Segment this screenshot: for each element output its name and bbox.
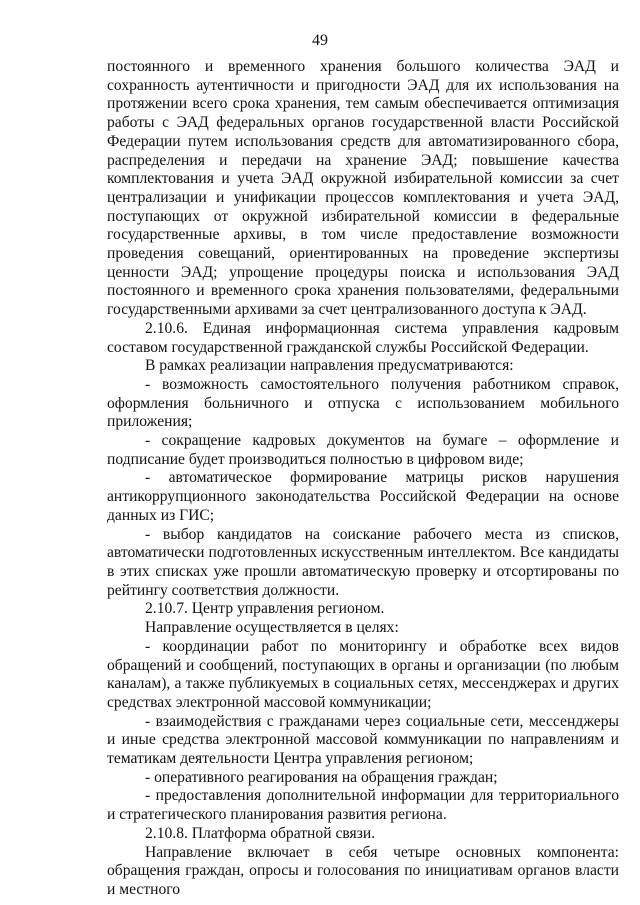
list-item: - сокращение кадровых документов на бумаге – оформление и подписание будет производиться полностью в цифровом виде; [107, 432, 619, 468]
document-body [107, 58, 619, 900]
paragraph-feedback-platform: Направление включает в себя четыре основных компонента: обращения граждан, опросы и голосования по инициативам органов власти и местного [107, 843, 619, 898]
list-item: - автоматическое формирование матрицы рисков нарушения антикоррупционного законодательства Российской Федерации на основе данных из ГИС; [107, 469, 619, 524]
section-heading-2-10-7: 2.10.7. Центр управления регионом. [145, 600, 385, 618]
paragraph-intro: В рамках реализации направления предусматриваются: [145, 357, 514, 375]
list-item: - оперативного реагирования на обращения граждан; [145, 768, 498, 786]
section-heading-2-10-6: 2.10.6. Единая информационная система управления кадровым составом государственной гражданской службы Российской Федерации. [107, 319, 619, 356]
list-item: - предоставления дополнительной информации для территориального и стратегического планирования развития региона. [107, 787, 619, 824]
list-item: - взаимодействия с гражданами через социальные сети, мессенджеры и иные средства электронной массовой коммуникации по направлениям и тематикам деятельности Центра управления регионом; [107, 712, 619, 768]
paragraph-ead-storage: постоянного и временного хранения большого количества ЭАД и сохранность аутентичности и пригодности ЭАД для их использования на протяжении всего срока хранения, тем самым обеспечивается оптимизация работы с ЭАД федеральных органов государственной власти Российской Федерации путем использования средств для автоматизированного сбора, распределения и передачи на хранение ЭАД; повышение качества комплектования и учета ЭАД окружной избирательной комиссии за счет централизации и унификации процессов комплектования и учета ЭАД, поступающих от окружной избирательной комиссии в федеральные государственные архивы, в том числе предоставление возможности проведения совещаний, ориентированных на проведение экспертизы ценности ЭАД; упрощение процедуры поиска и использования ЭАД постоянного и временного срока хранения пользователями, федеральными государственными архивами за счет централизованного доступа к ЭАД. [107, 58, 619, 319]
section-heading-2-10-8: 2.10.8. Платформа обратной связи. [145, 824, 376, 842]
page-number: 49 [312, 32, 328, 49]
list-item: - координации работ по мониторингу и обработке всех видов обращений и сообщений, поступающих в органы и организации (по любым каналам), а также публикуемых в социальных сетях, мессенджерах и других средствах электронной массовой коммуникации; [107, 637, 619, 711]
list-item: - возможность самостоятельного получения работником справок, оформления больничного и отпуска с использованием мобильного приложения; [107, 375, 619, 431]
list-item: - выбор кандидатов на соискание рабочего места из списков, автоматически подготовленных искусственным интеллектом. Все кандидаты в этих списках уже прошли автоматическую проверку и отсортированы по рейтингу соответствия должности. [107, 525, 619, 599]
paragraph-intro: Направление осуществляется в целях: [145, 619, 399, 637]
